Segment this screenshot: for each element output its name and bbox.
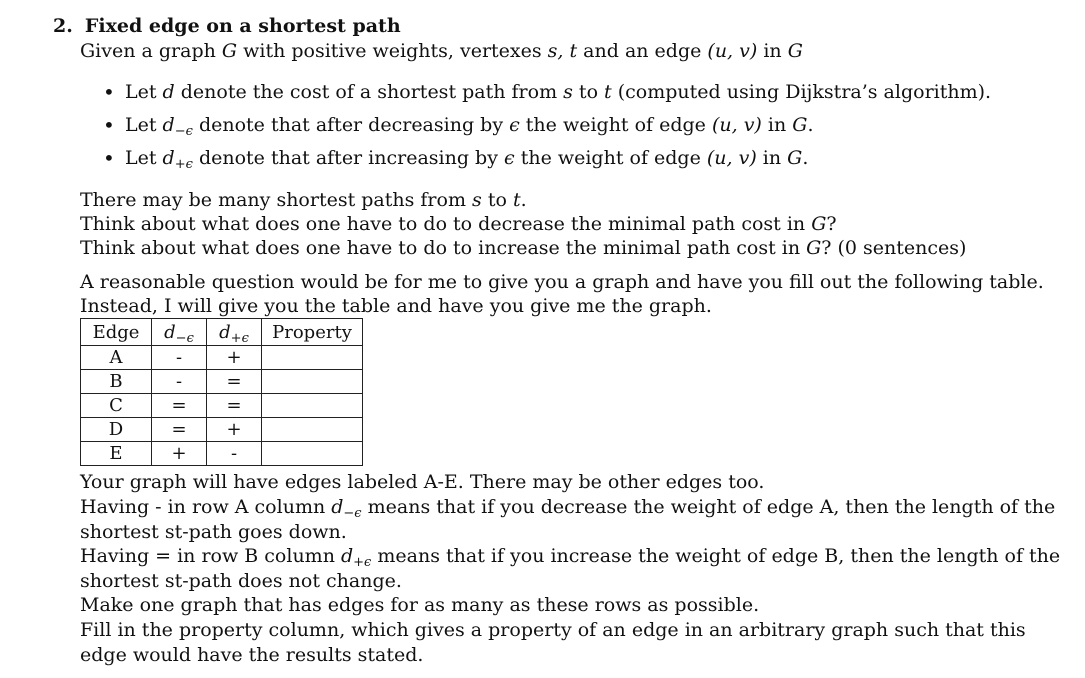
table-row: [81, 370, 363, 394]
paragraph-line: [80, 545, 1061, 570]
bullet-text: Let: [125, 114, 163, 136]
cell-d-plus: -: [207, 442, 262, 466]
math-G: G: [221, 40, 238, 62]
math-uv: (u, v): [706, 147, 757, 169]
math-G: G: [806, 237, 822, 259]
paragraph-text: Think about what does one have to do to decrease the minimal path cost in: [80, 213, 812, 235]
paragraph-text: Think about what does one have to do to increase the minimal path cost in: [80, 237, 807, 259]
table-header-row: [81, 319, 363, 346]
paragraph-text: ?: [826, 213, 837, 235]
table-row: [81, 394, 363, 418]
table-row: [81, 346, 363, 370]
paragraph-line: edge would have the results stated.: [80, 644, 424, 666]
paragraph-line: [80, 189, 527, 211]
math-G: G: [792, 114, 808, 136]
cell-edge: A: [81, 346, 152, 370]
cell-property: [262, 370, 363, 394]
section-title: Fixed edge on a shortest path: [84, 15, 401, 37]
bullet-text: (computed using Dijkstra’s algorithm).: [611, 81, 992, 103]
cell-property: [262, 418, 363, 442]
bullet-text: denote that after increasing by: [192, 147, 504, 169]
bullet-text: Let: [125, 81, 163, 103]
math-epsilon: ϵ: [509, 114, 520, 136]
cell-d-plus: =: [207, 394, 262, 418]
math-st: s, t: [547, 40, 578, 62]
math-G: G: [787, 40, 803, 62]
paragraph-line: Fill in the property column, which gives a property of an edge in an arbitrary graph such that this: [80, 619, 1026, 641]
cell-property: [262, 346, 363, 370]
cell-d-minus: -: [152, 370, 207, 394]
bullet-text: .: [807, 114, 814, 136]
intro-line: [80, 40, 803, 62]
bullet-text: to: [572, 81, 605, 103]
bullet-text: denote the cost of a shortest path from: [174, 81, 564, 103]
bullet-text: in: [761, 114, 793, 136]
paragraph-text: means that if you decrease the weight of edge A, then the length of the: [361, 496, 1056, 518]
header-property: Property: [262, 319, 363, 346]
math-d: d: [162, 114, 175, 136]
cell-edge: C: [81, 394, 152, 418]
table-row: [81, 418, 363, 442]
bullet-text: denote that after decreasing by: [192, 114, 510, 136]
paragraph-line: [80, 237, 966, 259]
cell-d-plus: +: [207, 346, 262, 370]
intro-text: and an edge: [577, 40, 708, 62]
paragraph-text: ? (0 sentences): [821, 237, 967, 259]
bullet-text: in: [756, 147, 788, 169]
bullet-item: [125, 147, 809, 172]
paragraph-line: shortest st-path goes down.: [80, 521, 347, 543]
paragraph-line: [80, 213, 837, 235]
header-d-plus: [207, 319, 262, 346]
math-G: G: [787, 147, 803, 169]
bullet-dot: •: [103, 80, 115, 104]
paragraph-text: There may be many shortest paths from: [80, 189, 473, 211]
math-t: t: [512, 189, 521, 211]
bullet-dot: •: [103, 146, 115, 170]
math-uv: (u, v): [711, 114, 762, 136]
edge-table: [80, 318, 363, 466]
math-G: G: [811, 213, 827, 235]
section-heading: [53, 15, 401, 37]
section-number: 2.: [53, 15, 73, 37]
cell-property: [262, 442, 363, 466]
math-d: d: [162, 81, 175, 103]
math-s: s: [563, 81, 573, 103]
cell-d-minus: =: [152, 394, 207, 418]
math-d: d: [340, 545, 354, 567]
paragraph-text: to: [481, 189, 513, 211]
math-subscript: +ϵ: [174, 157, 193, 172]
cell-edge: B: [81, 370, 152, 394]
cell-d-minus: +: [152, 442, 207, 466]
math-subscript: −ϵ: [174, 124, 193, 139]
math-subscript: −ϵ: [343, 506, 362, 521]
bullet-text: .: [802, 147, 809, 169]
paragraph-text: means that if you increase the weight of edge B, then the length of the: [371, 545, 1061, 567]
bullet-item: [125, 114, 814, 139]
math-subscript: +ϵ: [353, 555, 372, 570]
paragraph-line: [80, 496, 1056, 521]
cell-edge: E: [81, 442, 152, 466]
intro-text: Given a graph: [80, 40, 222, 62]
paragraph-line: A reasonable question would be for me to give you a graph and have you fill out the following table.: [80, 271, 1044, 293]
math-subscript: −ϵ: [175, 330, 194, 346]
table-row: [81, 442, 363, 466]
cell-d-plus: =: [207, 370, 262, 394]
cell-property: [262, 394, 363, 418]
intro-text: in: [757, 40, 788, 62]
paragraph-line: Instead, I will give you the table and have you give me the graph.: [80, 295, 712, 317]
cell-edge: D: [81, 418, 152, 442]
math-epsilon: ϵ: [504, 147, 515, 169]
paragraph-line: shortest st-path does not change.: [80, 570, 402, 592]
math-d: d: [219, 321, 231, 343]
header-d-minus: [152, 319, 207, 346]
math-uv: (u, v): [707, 40, 758, 62]
paragraph-line: Your graph will have edges labeled A-E. There may be other edges too.: [80, 471, 765, 493]
math-t: t: [604, 81, 612, 103]
math-d: d: [164, 321, 176, 343]
bullet-item: [125, 81, 991, 103]
math-subscript: +ϵ: [230, 330, 249, 346]
cell-d-plus: +: [207, 418, 262, 442]
paragraph-text: Having - in row A column: [80, 496, 332, 518]
paragraph-text: .: [520, 189, 527, 211]
math-d: d: [331, 496, 344, 518]
math-d: d: [162, 147, 175, 169]
cell-d-minus: =: [152, 418, 207, 442]
paragraph-line: Make one graph that has edges for as many as these rows as possible.: [80, 594, 760, 616]
paragraph-text: Having = in row B column: [80, 545, 341, 567]
math-s: s: [472, 189, 482, 211]
bullet-text: the weight of edge: [514, 147, 707, 169]
bullet-text: the weight of edge: [519, 114, 712, 136]
header-edge: Edge: [81, 319, 152, 346]
bullet-dot: •: [103, 113, 115, 137]
bullet-text: Let: [125, 147, 163, 169]
cell-d-minus: -: [152, 346, 207, 370]
intro-text: with positive weights, vertexes: [237, 40, 548, 62]
